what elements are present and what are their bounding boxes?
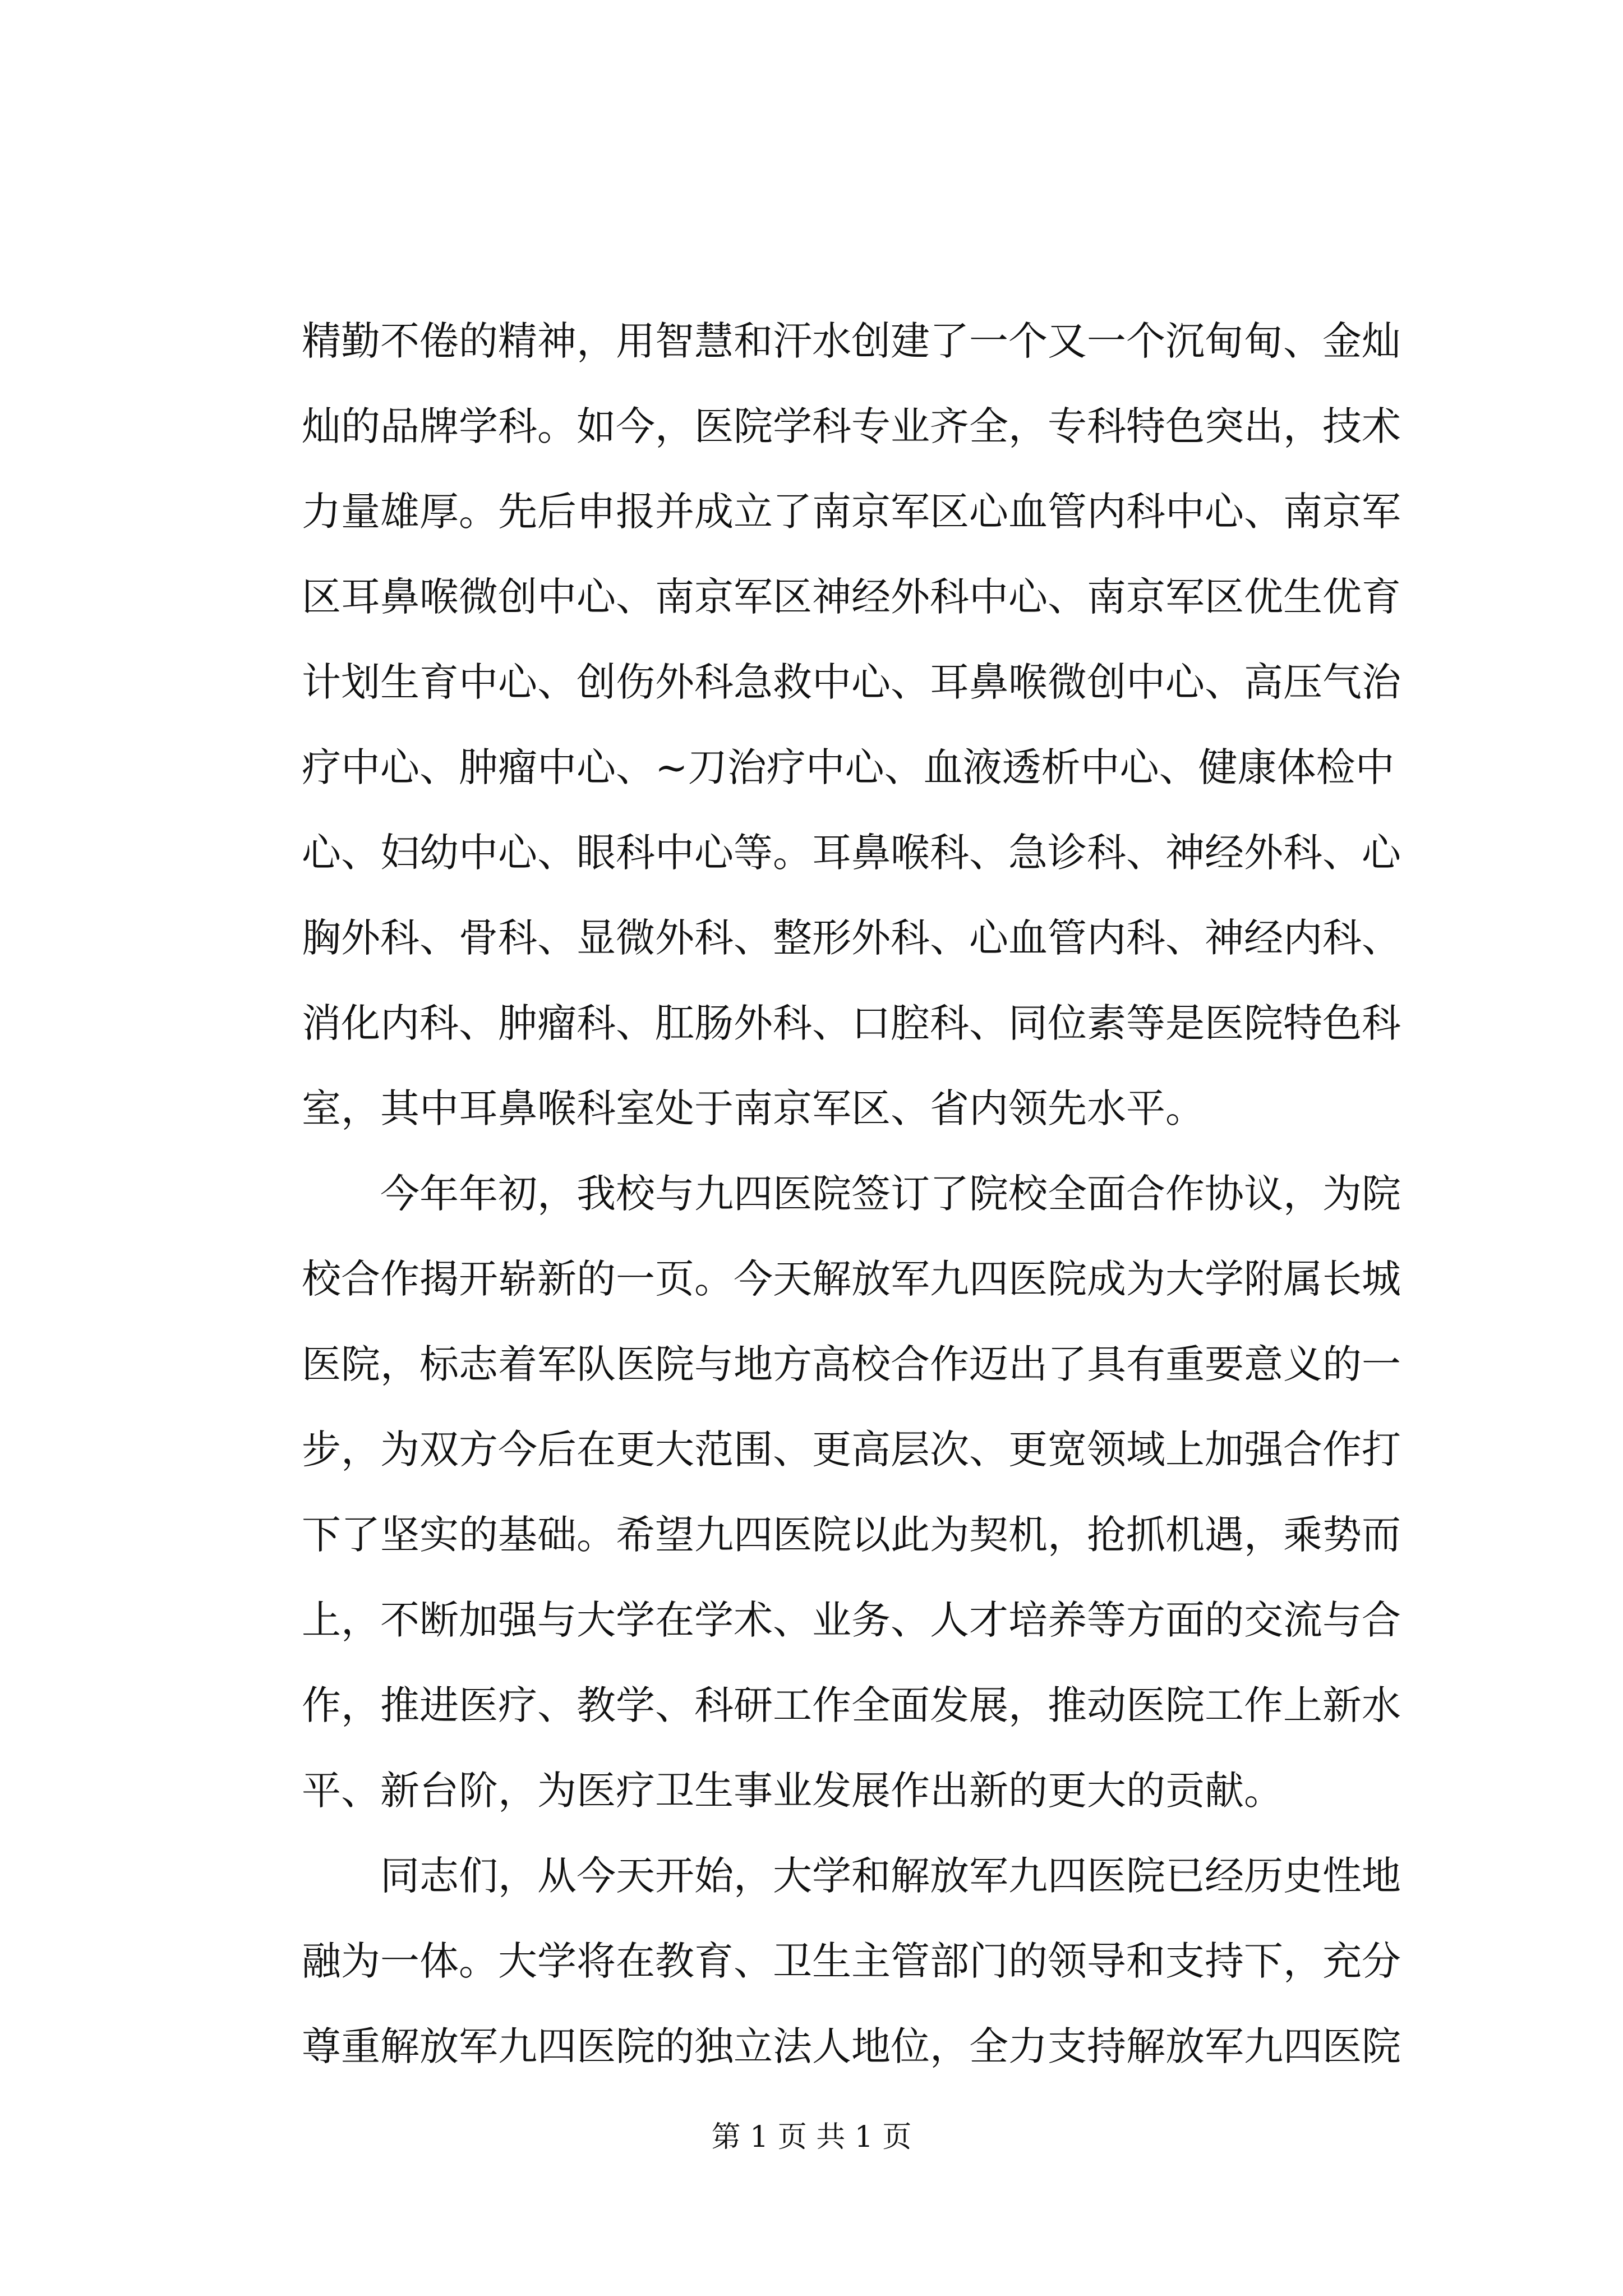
text-line: 校合作揭开崭新的一页。今天解放军九四医院成为大学附属长城 bbox=[302, 1256, 1401, 1302]
text-line: 尊重解放军九四医院的独立法人地位，全力支持解放军九四医院 bbox=[302, 2023, 1401, 2069]
text-line: 步，为双方今后在更大范围、更高层次、更宽领域上加强合作打 bbox=[302, 1427, 1401, 1473]
text-line: 融为一体。大学将在教育、卫生主管部门的领导和支持下，充分 bbox=[302, 1938, 1401, 1984]
paragraph-3 bbox=[302, 1833, 1435, 2089]
text-line: 消化内科、肿瘤科、肛肠外科、口腔科、同位素等是医院特色科 bbox=[302, 1000, 1401, 1046]
paragraph-1 bbox=[302, 298, 1435, 1151]
text-line: 心、妇幼中心、眼科中心等。耳鼻喉科、急诊科、神经外科、心 bbox=[302, 830, 1401, 876]
text-line: 作，推进医疗、教学、科研工作全面发展，推动医院工作上新水 bbox=[302, 1682, 1401, 1728]
text-line: 平、新台阶，为医疗卫生事业发展作出新的更大的贡献。 bbox=[302, 1768, 1283, 1814]
text-line: 疗中心、肿瘤中心、~刀治疗中心、血液透析中心、健康体检中 bbox=[302, 744, 1395, 790]
text-line: 同志们，从今天开始，大学和解放军九四医院已经历史性地 bbox=[380, 1853, 1401, 1899]
document-body bbox=[302, 298, 1435, 2089]
text-line: 上，不断加强与大学在学术、业务、人才培养等方面的交流与合 bbox=[302, 1597, 1401, 1643]
text-line: 灿的品牌学科。如今，医院学科专业齐全，专科特色突出，技术 bbox=[302, 403, 1401, 449]
text-line: 精勤不倦的精神，用智慧和汗水创建了一个又一个沉甸甸、金灿 bbox=[302, 318, 1401, 364]
text-line: 胸外科、骨科、显微外科、整形外科、心血管内科、神经内科、 bbox=[302, 915, 1401, 961]
paragraph-2 bbox=[302, 1151, 1435, 1833]
page-footer bbox=[0, 2115, 1623, 2160]
text-line: 下了坚实的基础。希望九四医院以此为契机，抢抓机遇，乘势而 bbox=[302, 1512, 1401, 1558]
text-line: 计划生育中心、创伤外科急救中心、耳鼻喉微创中心、高压气治 bbox=[302, 659, 1401, 705]
text-line: 区耳鼻喉微创中心、南京军区神经外科中心、南京军区优生优育 bbox=[302, 574, 1401, 620]
text-line: 室，其中耳鼻喉科室处于南京军区、省内领先水平。 bbox=[302, 1085, 1205, 1131]
text-line: 力量雄厚。先后申报并成立了南京军区心血管内科中心、南京军 bbox=[302, 489, 1401, 535]
text-line: 今年年初，我校与九四医院签订了院校全面合作协议，为院 bbox=[380, 1171, 1401, 1217]
text-line: 医院，标志着军队医院与地方高校合作迈出了具有重要意义的一 bbox=[302, 1341, 1401, 1387]
page-number-label: 第 1 页 共 1 页 bbox=[711, 2120, 912, 2154]
